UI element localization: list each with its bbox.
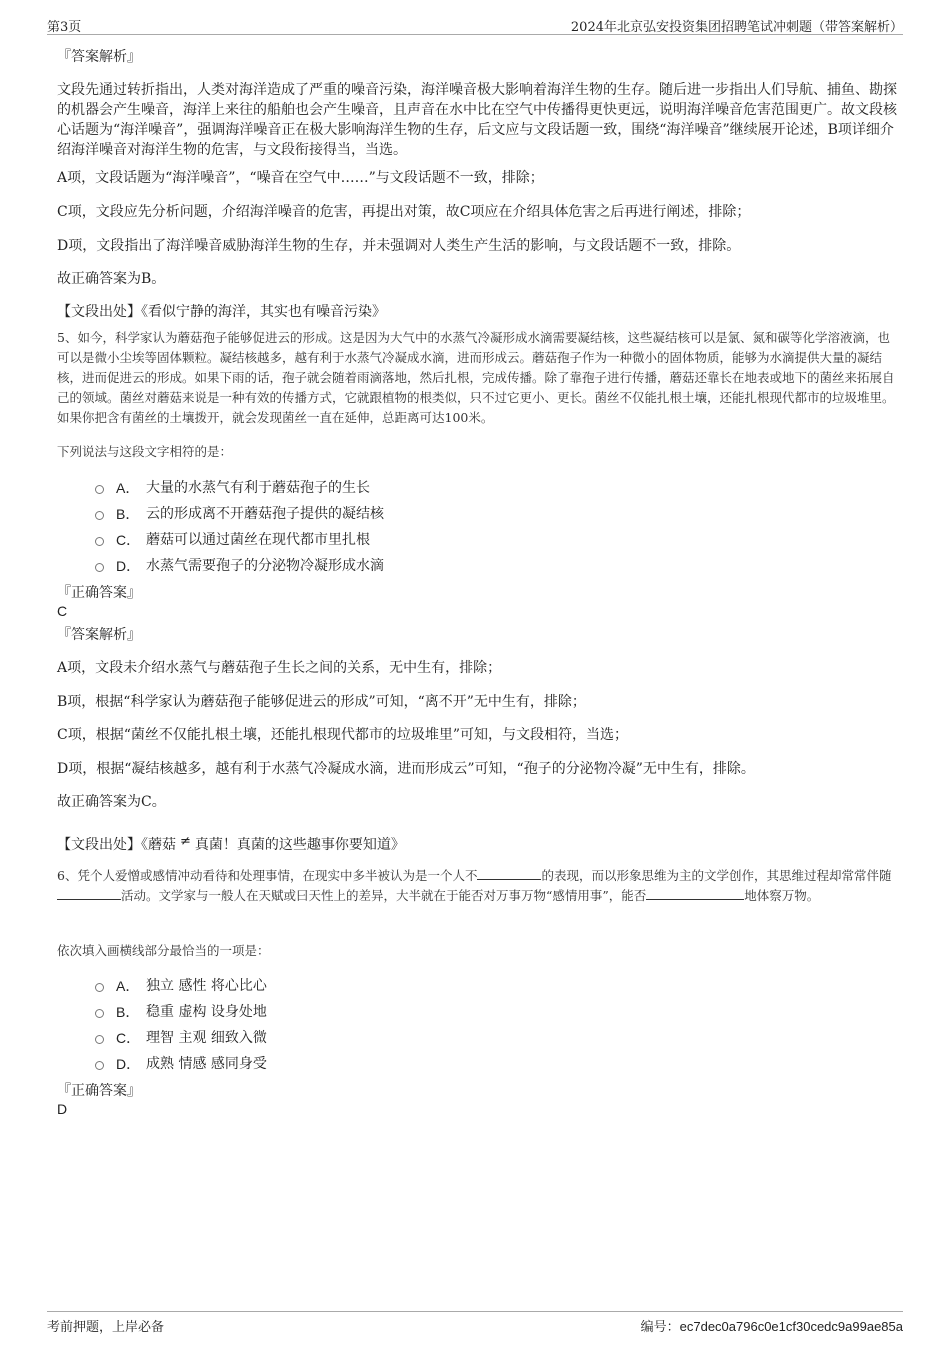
- option-text: 理智 主观 细致入微: [146, 1030, 267, 1046]
- correct-answer: D: [57, 1101, 68, 1117]
- blank-2: [57, 887, 121, 900]
- radio-icon[interactable]: [95, 1009, 104, 1018]
- analysis-item-d: D项，文段指出了海洋噪音威胁海洋生物的生存，并未强调对人类生产生活的影响，与文段话题不一致，排除。: [57, 238, 741, 254]
- analysis-label: 『答案解析』: [57, 627, 141, 643]
- blank-3: [646, 887, 744, 900]
- question-6-prompt: 依次填入画横线部分最恰当的一项是：: [57, 943, 270, 958]
- page-header: [47, 14, 903, 35]
- option-b[interactable]: [95, 1002, 267, 1022]
- option-a[interactable]: [95, 976, 267, 996]
- option-letter: C．: [116, 532, 141, 548]
- radio-icon[interactable]: [95, 983, 104, 992]
- option-text: 成熟 情感 感同身受: [146, 1056, 267, 1072]
- radio-icon[interactable]: [95, 537, 104, 546]
- option-letter: B．: [116, 506, 140, 522]
- radio-icon[interactable]: [95, 511, 104, 520]
- option-a[interactable]: [95, 478, 370, 498]
- question-6-stem: 6、凭个人爱憎或感情冲动看待和处理事情，在现实中多半被认为是一个人不 的表现，而以形象思维为主的文学创作，其思维过程却常常伴随活动。文学家与一般人在天赋或曰天性上的差异，大半就在于能否对万事万物“感情用事”，能否 地体察万物。: [57, 868, 892, 903]
- option-text: 稳重 虚构 设身处地: [146, 1004, 267, 1020]
- option-text: 水蒸气需要孢子的分泌物冷凝形成水滴: [146, 558, 384, 574]
- document-code: 编号：ec7dec0a796c0e1cf30cedc9a99ae85a: [640, 1319, 903, 1335]
- radio-icon[interactable]: [95, 1061, 104, 1070]
- question-5-prompt: 下列说法与这段文字相符的是：: [57, 444, 233, 459]
- correct-answer: C: [57, 603, 68, 619]
- analysis-conclusion: 故正确答案为B。: [57, 271, 166, 287]
- analysis-text: 文段先通过转折指出，人类对海洋造成了严重的噪音污染，海洋噪音极大影响着海洋生物的生存。随后进一步指出人们导航、捕鱼、勘探的机器会产生噪音，海洋上来往的船舶也会产生噪音，且声音在水中比在空气中传播得更快更远，说明海洋噪音危害范围更广。故文段核心话题为“海洋噪音”，强调海洋噪音正在极大影响海洋生物的生存，后文应与文段话题一致，围绕“海洋噪音”继续展开论述，B项详细介绍海洋噪音对海洋生物的危害，与文段衔接得当，当选。: [57, 82, 897, 158]
- analysis-item-a: A项，文段未介绍水蒸气与蘑菇孢子生长之间的关系，无中生有，排除；: [57, 660, 502, 676]
- correct-answer-label: 『正确答案』: [57, 585, 141, 601]
- analysis-conclusion: 故正确答案为C。: [57, 794, 166, 810]
- option-text: 大量的水蒸气有利于蘑菇孢子的生长: [146, 480, 370, 496]
- option-c[interactable]: [95, 530, 370, 550]
- question-5-stem: 5、如今，科学家认为蘑菇孢子能够促进云的形成。这是因为大气中的水蒸气冷凝形成水滴需要凝结核，这些凝结核可以是氯、氮和碳等化学溶液滴，也可以是微小尘埃等固体颗粒。凝结核越多，越有利于水蒸气冷凝成水滴，进而形成云。蘑菇孢子作为一种微小的固体物质，能够为水滴提供大量的凝结核，进而促进云的形成。如果下雨的话，孢子就会随着雨滴落地，然后扎根，完成传播。除了靠孢子进行传播，蘑菇还靠长在地表或地下的菌丝来拓展自己的领域。菌丝对蘑菇来说是一种有效的传播方式，它就跟植物的根类似，只不过它更小、更长。菌丝不仅能扎根土壤，还能扎根现代都市的垃圾堆里。如果你把含有菌丝的土壤拨开，就会发现菌丝一直在延伸，总距离可达100米。: [57, 330, 895, 425]
- option-text: 蘑菇可以通过菌丝在现代都市里扎根: [146, 532, 370, 548]
- option-d[interactable]: [95, 556, 384, 576]
- radio-icon[interactable]: [95, 563, 104, 572]
- option-c[interactable]: [95, 1028, 267, 1048]
- option-text: 独立 感性 将心比心: [146, 978, 267, 994]
- page-number: 第3页: [47, 20, 82, 35]
- analysis-item-c: C项，根据“菌丝不仅能扎根土壤，还能扎根现代都市的垃圾堆里”可知，与文段相符，当选；: [57, 727, 629, 743]
- blank-1: [477, 867, 541, 880]
- passage-source: 【文段出处】《蘑菇 ≠ 真菌！真菌的这些趣事你要知道》: [57, 834, 405, 853]
- not-equal-symbol: ≠: [180, 834, 191, 849]
- page-footer: [47, 1311, 903, 1336]
- document-title: 2024年北京弘安投资集团招聘笔试冲刺题（带答案解析）: [570, 20, 903, 35]
- option-letter: C．: [116, 1030, 141, 1046]
- option-b[interactable]: [95, 504, 384, 524]
- option-letter: D．: [116, 1056, 141, 1072]
- radio-icon[interactable]: [95, 485, 104, 494]
- analysis-item-b: B项，根据“科学家认为蘑菇孢子能够促进云的形成”可知，“离不开”无中生有，排除；: [57, 694, 586, 710]
- option-d[interactable]: [95, 1054, 267, 1074]
- analysis-item-d: D项，根据“凝结核越多，越有利于水蒸气冷凝成水滴，进而形成云”可知，“孢子的分泌物冷凝”无中生有，排除。: [57, 761, 755, 777]
- option-text: 云的形成离不开蘑菇孢子提供的凝结核: [146, 506, 384, 522]
- correct-answer-label: 『正确答案』: [57, 1083, 141, 1099]
- option-letter: D．: [116, 558, 141, 574]
- analysis-label: 『答案解析』: [57, 49, 141, 65]
- option-letter: A．: [116, 978, 140, 994]
- option-letter: B．: [116, 1004, 140, 1020]
- radio-icon[interactable]: [95, 1035, 104, 1044]
- option-letter: A．: [116, 480, 140, 496]
- passage-source: 【文段出处】《看似宁静的海洋，其实也有噪音污染》: [57, 304, 386, 320]
- footer-slogan: 考前押题，上岸必备: [47, 1320, 165, 1335]
- analysis-item-a: A项，文段话题为“海洋噪音”，“噪音在空气中……”与文段话题不一致，排除；: [57, 170, 544, 186]
- analysis-item-c: C项，文段应先分析问题，介绍海洋噪音的危害，再提出对策，故C项应在介绍具体危害之后再进行阐述，排除；: [57, 204, 751, 220]
